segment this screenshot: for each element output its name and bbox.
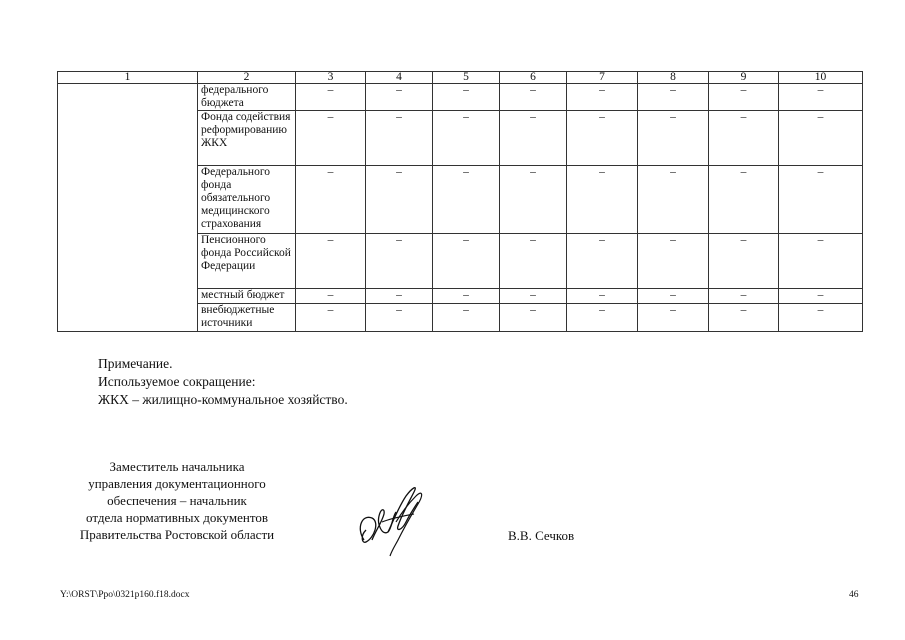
table-cell: – (500, 289, 567, 304)
row-label: Пенсионного фонда Российской Федерации (198, 234, 296, 289)
table-cell: – (500, 304, 567, 332)
column-header: 2 (198, 72, 296, 84)
table-cell: – (638, 84, 709, 111)
footer-file-path: Y:\ORST\Ppo\0321p160.f18.docx (60, 590, 190, 600)
document-table (57, 71, 863, 332)
table-cell: – (779, 84, 863, 111)
signatory-title (52, 458, 302, 543)
table-cell: – (638, 111, 709, 166)
table-cell: – (709, 234, 779, 289)
signatory-title-line: Правительства Ростовской области (79, 527, 275, 542)
column-header: 8 (638, 72, 709, 84)
row-label: Федерального фонда обязательного медицинского страхования (198, 166, 296, 234)
table-cell: – (779, 304, 863, 332)
signatory-title-line: отдела нормативных документов (86, 510, 268, 525)
table-cell: – (779, 234, 863, 289)
column-header: 1 (58, 72, 198, 84)
column-header: 9 (709, 72, 779, 84)
column-header: 10 (779, 72, 863, 84)
column-header: 5 (433, 72, 500, 84)
row-label: местный бюджет (198, 289, 296, 304)
row-label: федерального бюджета (198, 84, 296, 111)
table-cell: – (296, 304, 366, 332)
table-cell: – (366, 304, 433, 332)
table-cell: – (296, 84, 366, 111)
table-cell: – (433, 234, 500, 289)
table-cell: – (709, 166, 779, 234)
table-cell: – (567, 111, 638, 166)
table-cell: – (567, 166, 638, 234)
table-cell: – (500, 111, 567, 166)
table-cell: – (638, 289, 709, 304)
table-cell: – (638, 166, 709, 234)
notes-line: ЖКХ – жилищно-коммунальное хозяйство. (98, 392, 348, 407)
column-header: 4 (366, 72, 433, 84)
table-cell: – (709, 304, 779, 332)
table-cell: – (500, 84, 567, 111)
table-cell: – (779, 166, 863, 234)
table-cell: – (366, 234, 433, 289)
table-cell: – (779, 289, 863, 304)
handwritten-signature (352, 478, 432, 558)
table-cell: – (433, 84, 500, 111)
table-cell: – (567, 234, 638, 289)
signatory-title-line: управления документационного (88, 476, 266, 491)
table-row (58, 84, 863, 111)
table-cell: – (638, 234, 709, 289)
column-header: 6 (500, 72, 567, 84)
table-cell: – (709, 111, 779, 166)
notes-heading: Примечание. (98, 356, 173, 371)
table-cell: – (709, 84, 779, 111)
table-cell: – (500, 166, 567, 234)
table-cell: – (296, 234, 366, 289)
page-number: 46 (849, 590, 859, 600)
table-cell: – (567, 289, 638, 304)
table-cell: – (638, 304, 709, 332)
table-cell: – (296, 166, 366, 234)
column-header: 3 (296, 72, 366, 84)
table-cell: – (709, 289, 779, 304)
table-cell: – (433, 111, 500, 166)
row-label: Фонда содействия реформированию ЖКХ (198, 111, 296, 166)
signatory-title-line: Заместитель начальника (109, 459, 245, 474)
table-cell: – (779, 111, 863, 166)
merged-first-column-cell (58, 84, 198, 332)
table-cell: – (296, 289, 366, 304)
table-cell: – (366, 166, 433, 234)
signatory-title-line: обеспечения – начальник (107, 493, 247, 508)
table-cell: – (433, 289, 500, 304)
table-cell: – (366, 111, 433, 166)
table-cell: – (433, 304, 500, 332)
table-cell: – (433, 166, 500, 234)
table-cell: – (366, 84, 433, 111)
row-label: внебюджетные источники (198, 304, 296, 332)
table-header-row (58, 72, 863, 84)
table-cell: – (296, 111, 366, 166)
table-cell: – (567, 304, 638, 332)
column-header: 7 (567, 72, 638, 84)
signatory-name: В.В. Сечков (508, 528, 575, 543)
table-cell: – (567, 84, 638, 111)
table-cell: – (366, 289, 433, 304)
table-cell: – (500, 234, 567, 289)
notes-line: Используемое сокращение: (98, 374, 256, 389)
notes-section (98, 355, 348, 409)
